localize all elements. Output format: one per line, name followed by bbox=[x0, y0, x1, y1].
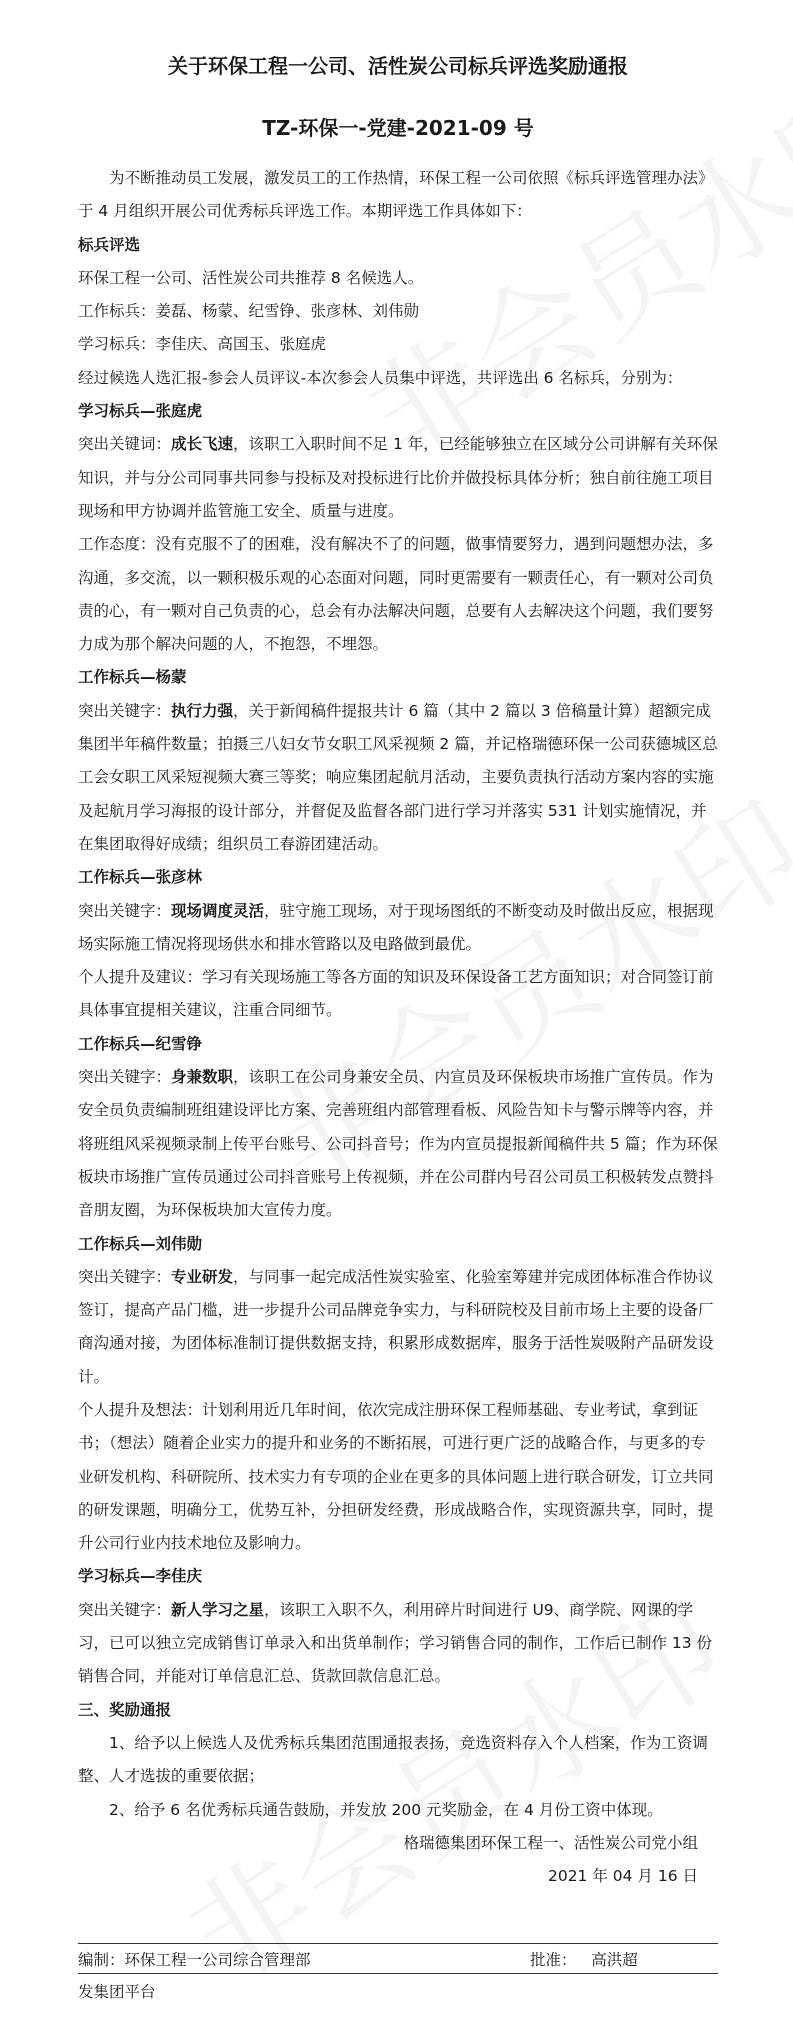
paragraph: 经过候选人选汇报-参会人员评议-本次参会人员集中评选，共评选出 6 名标兵，分别为： bbox=[78, 368, 683, 387]
awardee-paragraph bbox=[78, 1061, 718, 1227]
awardee-heading: 工作标兵—杨蒙 bbox=[78, 668, 187, 687]
awardee-list bbox=[78, 395, 718, 1694]
keyword-prefix: 突出关键字： bbox=[78, 901, 172, 920]
paragraph: 环保工程一公司、活性炭公司共推荐 8 名候选人。 bbox=[78, 268, 424, 287]
awardee-paragraph bbox=[78, 1594, 718, 1694]
editor-label: 编制： bbox=[78, 1951, 125, 1969]
keyword-highlight: 现场调度灵活 bbox=[171, 901, 265, 920]
editor-value: 环保工程一公司综合管理部 bbox=[124, 1951, 311, 1969]
document-title: 关于环保工程一公司、活性炭公司标兵评选奖励通报 bbox=[168, 54, 628, 78]
paragraph-text: 个人提升及建议：学习有关现场施工等各方面的知识及环保设备工艺方面知识；对合同签订前具体事宜提相关建议，注重合同细节。 bbox=[78, 968, 714, 1020]
approver-label: 批准： bbox=[530, 1951, 577, 1969]
keyword-highlight: 成长飞速 bbox=[171, 435, 234, 454]
paragraph-text: ，与同事一起完成活性炭实验室、化验室筹建并完成团体标准合作协议签订，提高产品门槛，进一步提升公司品牌竞争实力，与科研院校及目前市场上主要的设备厂商沟通对接，为团体标准制订提供数据支持，积累形成数据库，服务于活性炭吸附产品研发设计。 bbox=[78, 1267, 714, 1386]
footer-distribution: 发集团平台 bbox=[78, 1983, 156, 2001]
paragraph: 工作标兵：姜磊、杨蒙、纪雪铮、张彦林、刘伟勋 bbox=[78, 302, 420, 321]
keyword-highlight: 身兼数职 bbox=[171, 1068, 234, 1087]
keyword-highlight: 专业研发 bbox=[171, 1267, 234, 1286]
paragraph-text: 工作态度：没有克服不了的困难，没有解决不了的问题，做事情要努力，遇到问题想办法，多沟通，多交流，以一颗积极乐观的心态面对问题，同时更需要有一颗责任心，有一颗对公司负责的心，有一颗对自己负责的心，总会有办法解决问题，总要有人去解决这个问题，我们要努力成为那个解决问题的人，不抱怨，不埋怨。 bbox=[78, 535, 714, 654]
reward-item: 1、给予以上候选人及优秀标兵集团范围通报表扬，竞选资料存入个人档案，作为工资调整、人才选拔的重要依据； bbox=[78, 1733, 708, 1786]
awardee-paragraph bbox=[78, 428, 718, 528]
awardee-paragraph bbox=[78, 895, 718, 962]
footer-divider bbox=[78, 1973, 718, 1974]
awardee-heading: 学习标兵—李佳庆 bbox=[78, 1567, 203, 1586]
awardee-paragraph bbox=[78, 1394, 718, 1560]
paragraph-text: ，该职工入职时间不足 1 年，已经能够独立在区域分公司讲解有关环保知识，并与分公司同事共同参与投标及对投标进行比价并做投标具体分析；独自前往施工项目现场和甲方协调并监管施工安全、质量与进度。 bbox=[78, 435, 718, 520]
keyword-prefix: 突出关键字： bbox=[78, 1267, 172, 1286]
awardee-paragraph bbox=[78, 695, 718, 861]
keyword-highlight: 新人学习之星 bbox=[171, 1600, 265, 1619]
paragraph-text: ，该职工在公司身兼安全员、内宣员及环保板块市场推广宣传员。作为安全员负责编制班组建设评比方案、完善班组内部管理看板、风险告知卡与警示牌等内容，并将班组风采视频录制上传平台账号、公司抖音号；作为内宣员提报新闻稿件共 5 篇；作为环保板块市场推广宣传员通过公司抖音账号上传视频，并在公司群内号召公司员工积极转发点赞抖音朋友圈，为环保板块加大宣传力度。 bbox=[78, 1068, 718, 1220]
document-number: TZ-环保一-党建-2021-09 号 bbox=[262, 116, 534, 140]
approver-value: 高洪超 bbox=[591, 1951, 638, 1969]
paragraph: 学习标兵：李佳庆、高国玉、张庭虎 bbox=[78, 335, 327, 354]
keyword-prefix: 突出关键字： bbox=[78, 701, 172, 720]
awardee-heading: 工作标兵—张彦林 bbox=[78, 868, 203, 887]
footer-divider bbox=[78, 1943, 718, 1944]
keyword-prefix: 突出关键字： bbox=[78, 1600, 172, 1619]
keyword-prefix: 突出关键字： bbox=[78, 1068, 172, 1087]
signature-org: 格瑞德集团环保工程一、活性炭公司党小组 bbox=[403, 1833, 698, 1852]
paragraph-text: ，驻守施工现场，对于现场图纸的不断变动及时做出反应，根据现场实际施工情况将现场供水和排水管路以及电路做到最优。 bbox=[78, 901, 714, 953]
reward-item: 2、给予 6 名优秀标兵通告鼓励，并发放 200 元奖励金，在 4 月份工资中体现。 bbox=[109, 1800, 663, 1819]
signature-date: 2021 年 04 月 16 日 bbox=[547, 1867, 698, 1886]
section-heading: 标兵评选 bbox=[78, 235, 141, 254]
awardee-paragraph bbox=[78, 528, 718, 661]
paragraph-text: ，该职工入职不久，利用碎片时间进行 U9、商学院、网课的学习，已可以独立完成销售订单录入和出货单制作；学习销售合同的制作，工作后已制作 13 份销售合同，并能对订单信息汇总、货款回款信息汇总。 bbox=[78, 1600, 713, 1686]
awardee-paragraph bbox=[78, 961, 718, 1028]
keyword-prefix: 突出关键词： bbox=[78, 435, 172, 454]
paragraph-text: 个人提升及想法：计划利用近几年时间，依次完成注册环保工程师基础、专业考试，拿到证书；（想法）随着企业实力的提升和业务的不断拓展，可进行更广泛的战略合作，与更多的专业研发机构、科研院所、技术实力有专项的企业在更多的具体问题上进行联合研发，订立共同的研发课题，明确分工，优势互补，分担研发经费，形成战略合作，实现资源共享，同时，提升公司行业内技术地位及影响力。 bbox=[78, 1400, 714, 1553]
intro-paragraph: 为不断推动员工发展，激发员工的工作热情，环保工程一公司依照《标兵评选管理办法》于 4 月组织开展公司优秀标兵评选工作。本期评选工作具体如下： bbox=[78, 169, 714, 221]
paragraph-text: ，关于新闻稿件提报共计 6 篇（其中 2 篇以 3 倍稿量计算）超额完成集团半年稿件数量；拍摄三八妇女节女职工风采视频 2 篇，并记格瑞德环保一公司获德城区总工会女职工风采短视频大赛三等奖；响应集团起航月活动，主要负责执行活动方案内容的实施及起航月学习海报的设计部分，并督促及监督各部门进行学习并落实 531 计划实施情况，并在集团取得好成绩；组织员工春游团建活动。 bbox=[78, 701, 718, 853]
document-body bbox=[78, 162, 718, 1893]
awardee-heading: 工作标兵—刘伟勋 bbox=[78, 1234, 203, 1253]
footer-approver bbox=[530, 1948, 638, 1970]
awardee-heading: 工作标兵—纪雪铮 bbox=[78, 1034, 203, 1053]
keyword-highlight: 执行力强 bbox=[171, 701, 234, 720]
awardee-heading: 学习标兵—张庭虎 bbox=[78, 402, 203, 421]
section-heading: 三、奖励通报 bbox=[78, 1700, 172, 1719]
awardee-paragraph bbox=[78, 1261, 718, 1394]
